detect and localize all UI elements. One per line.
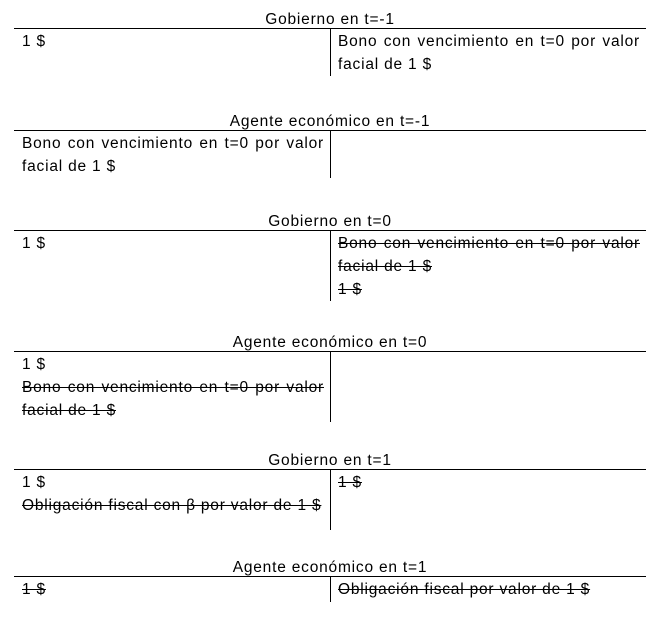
entry: 1 $	[22, 581, 46, 598]
credit-cell	[330, 577, 646, 602]
t-account-table	[14, 351, 646, 422]
entry: Bono con vencimiento en t=0 por valor facial de 1 $	[22, 379, 324, 419]
debit-cell	[14, 231, 330, 301]
entry: 1 $	[22, 356, 46, 373]
credit-cell	[330, 131, 646, 178]
t-account-table	[14, 230, 646, 301]
account-title: Agente económico en t=-1	[229, 113, 431, 130]
account-title: Agente económico en t=1	[232, 559, 428, 576]
credit-cell	[330, 352, 646, 422]
t-account-table	[14, 130, 646, 178]
t-account-agente-t-1	[14, 559, 646, 602]
account-title: Gobierno en t=0	[268, 213, 392, 230]
account-title: Gobierno en t=-1	[265, 11, 395, 28]
debit-cell	[14, 577, 330, 602]
credit-cell	[330, 29, 646, 76]
debit-cell	[14, 131, 330, 178]
entry: Bono con vencimiento en t=0 por valor facial de 1 $	[338, 235, 640, 275]
t-account-table	[14, 28, 646, 76]
credit-cell	[330, 470, 646, 530]
t-account-table	[14, 469, 646, 530]
entry: Obligación fiscal por valor de 1 $	[338, 581, 591, 598]
t-account-gobierno-t-0	[14, 213, 646, 301]
entry: 1 $	[338, 281, 362, 298]
entry: Bono con vencimiento en t=0 por valor facial de 1 $	[338, 33, 640, 73]
entry: Bono con vencimiento en t=0 por valor facial de 1 $	[22, 135, 324, 175]
t-account-agente-t-minus-1	[14, 113, 646, 178]
account-title: Agente económico en t=0	[232, 334, 428, 351]
t-account-agente-t-0	[14, 334, 646, 422]
credit-cell	[330, 231, 646, 301]
debit-cell	[14, 29, 330, 76]
entry: 1 $	[338, 474, 362, 491]
entry: 1 $	[22, 235, 46, 252]
document	[14, 11, 646, 602]
entry: 1 $	[22, 474, 46, 491]
debit-cell	[14, 470, 330, 530]
t-account-table	[14, 576, 646, 602]
t-account-gobierno-t-1	[14, 452, 646, 530]
debit-cell	[14, 352, 330, 422]
entry: 1 $	[22, 33, 46, 50]
entry: Obligación fiscal con β por valor de 1 $	[22, 497, 322, 514]
account-title: Gobierno en t=1	[268, 452, 392, 469]
t-account-gobierno-t-minus-1	[14, 11, 646, 76]
